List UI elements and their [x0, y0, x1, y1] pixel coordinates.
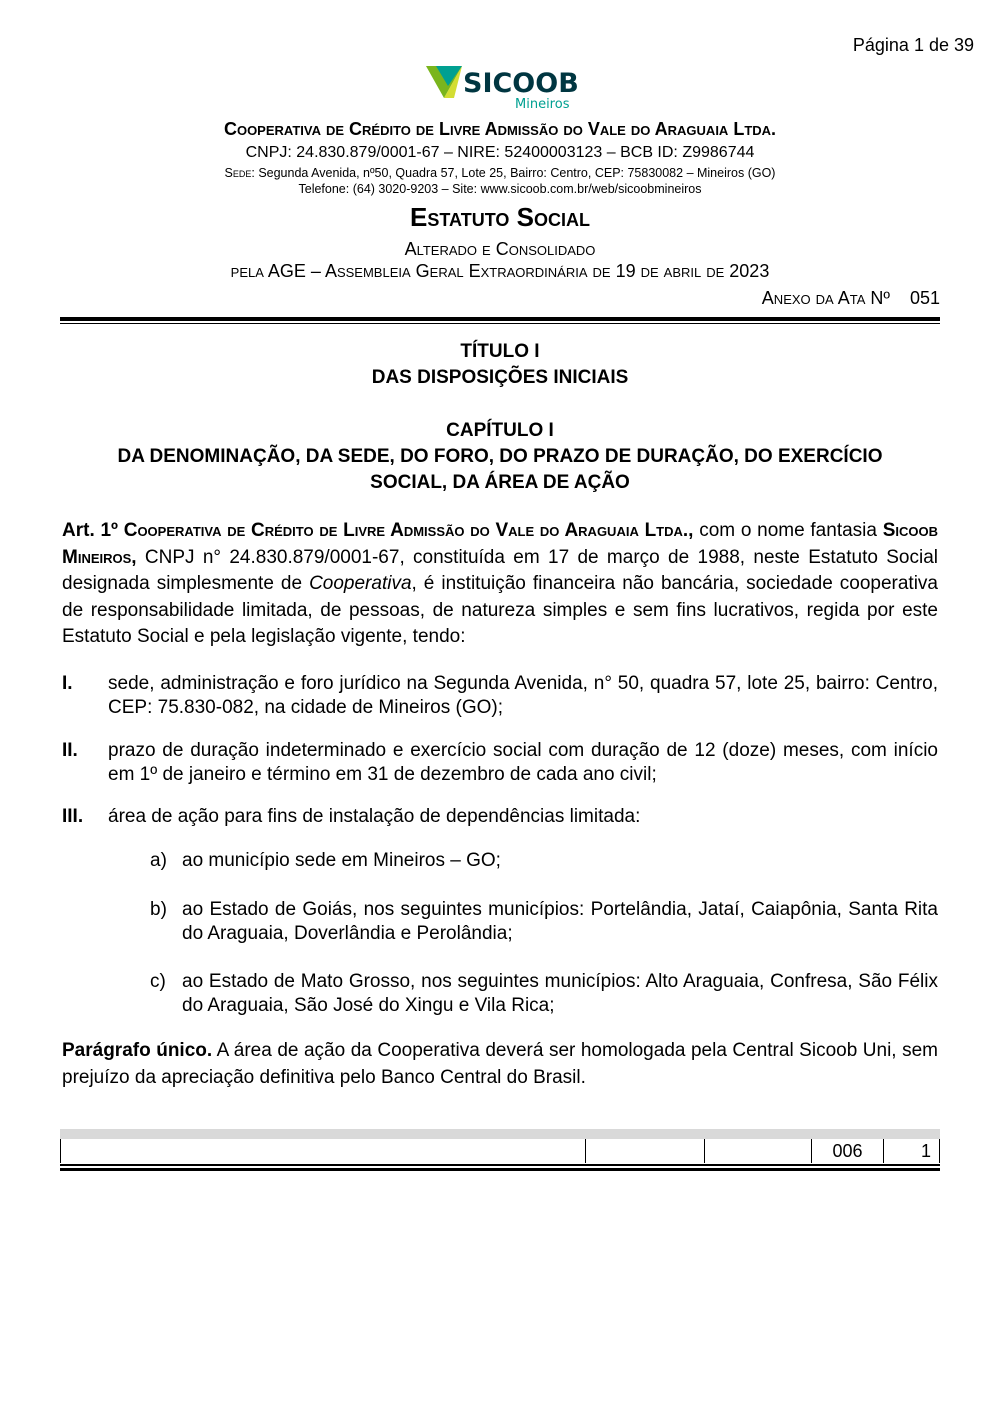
footer-table	[60, 1129, 940, 1171]
item-text: área de ação para fins de instalação de dependências limitada:	[108, 806, 641, 827]
sub-item	[150, 898, 938, 946]
sede-address: Segunda Avenida, nº50, Quadra 57, Lote 25, Bairro: Centro, CEP: 75830082 – Mineiros (GO)	[254, 166, 776, 180]
article-1	[62, 518, 938, 651]
footer-cell	[61, 1139, 586, 1163]
paragraph-text: A área de ação da Cooperativa deverá ser homologada pela Central Sicoob Uni, sem prejuízo da apreciação definitiva pelo Banco Central do Brasil.	[62, 1040, 939, 1088]
sub-item-text: ao Estado de Mato Grosso, nos seguintes municípios: Alto Araguaia, Confresa, São Félix do Araguaia, São José do Xingu e Vila Rica;	[182, 971, 938, 1016]
fantasy-name: Sicoob Mineiros,	[62, 520, 938, 568]
annex-label: Anexo da Ata Nº	[761, 288, 890, 308]
item-label: I.	[62, 673, 73, 694]
title-name: DAS DISPOSIÇÕES INICIAIS	[371, 367, 629, 388]
assembly-info: pela AGE – Assembleia Geral Extraordinária de 19 de abril de 2023	[230, 261, 770, 281]
coop-name-inline: Cooperativa de Crédito de Livre Admissão do Vale do Araguaia Ltda.,	[123, 520, 694, 541]
chapter-number: CAPÍTULO I	[446, 420, 554, 441]
article-text: , é instituição financeira não bancária, sociedade cooperativa de responsabilidade limitada, de pessoas, de natureza simples e sem fins lucrativos, regida por este Estatuto Social e pela legislação vigente, tendo:	[62, 573, 938, 647]
svg-text:SICOOB: SICOOB	[463, 68, 579, 99]
sub-item-label: c)	[150, 971, 166, 992]
chapter-heading	[90, 418, 910, 496]
contact-info: Telefone: (64) 3020-9203 – Site: www.sicoob.com.br/web/sicoobmineiros	[298, 182, 702, 196]
item-text: sede, administração e foro jurídico na Segunda Avenida, n° 50, quadra 57, lote 25, bairro: Centro, CEP: 75.830-082, na cidade de Mineiros (GO);	[108, 673, 938, 718]
title-heading	[0, 339, 1000, 391]
footer-code: 006	[812, 1139, 884, 1163]
sicoob-logo-icon	[426, 64, 586, 114]
sub-item	[150, 849, 938, 873]
paragraph-label: Parágrafo único.	[62, 1040, 213, 1061]
item-label: II.	[62, 740, 78, 761]
item-text: prazo de duração indeterminado e exercício social com duração de 12 (doze) meses, com início em 1º de janeiro e término em 31 de dezembro de cada ano civil;	[108, 740, 938, 785]
article-text: CNPJ n° 24.830.879/0001-67, constituída em 17 de março de 1988, neste Estatuto Social designada simplesmente de	[62, 546, 938, 594]
sole-paragraph	[62, 1038, 938, 1091]
annex-info	[762, 288, 940, 309]
footer-rule	[60, 1164, 940, 1166]
footer-cell	[586, 1139, 705, 1163]
address	[0, 166, 1000, 180]
chapter-name: DA DENOMINAÇÃO, DA SEDE, DO FORO, DO PRAZO DE DURAÇÃO, DO EXERCÍCIO SOCIAL, DA ÁREA DE AÇÃO	[117, 446, 883, 493]
document-subtitle: Alterado e Consolidado	[404, 239, 596, 259]
registration-ids: CNPJ: 24.830.879/0001-67 – NIRE: 52400003123 – BCB ID: Z9986744	[245, 144, 755, 161]
header-divider	[60, 317, 940, 321]
header-divider-thin	[60, 323, 940, 324]
page-indicator: Página 1 de 39	[852, 35, 974, 55]
sub-item-text: ao município sede em Mineiros – GO;	[182, 850, 501, 871]
list-item	[62, 672, 938, 720]
sicoob-logo	[426, 64, 586, 114]
sub-item-label: a)	[150, 850, 167, 871]
list-item	[62, 739, 938, 787]
document-title: Estatuto Social	[410, 202, 590, 232]
sub-item-text: ao Estado de Goiás, nos seguintes municípios: Portelândia, Jataí, Caiapônia, Santa Rita do Araguaia, Doverlândia e Perolândia;	[182, 899, 938, 944]
cooperative-name: Cooperativa de Crédito de Livre Admissão do Vale do Araguaia Ltda.	[223, 119, 777, 139]
svg-text:Mineiros: Mineiros	[515, 97, 570, 112]
annex-number: 051	[909, 288, 940, 308]
article-text: com o nome fantasia	[693, 520, 883, 541]
footer-shading	[60, 1129, 940, 1139]
sede-label: Sede:	[224, 166, 255, 180]
footer-page: 1	[884, 1139, 940, 1163]
sub-item-label: b)	[150, 899, 167, 920]
list-item	[62, 805, 938, 829]
footer-cell	[705, 1139, 812, 1163]
coop-term: Cooperativa	[309, 573, 412, 594]
title-number: TÍTULO I	[460, 341, 540, 362]
item-label: III.	[62, 806, 84, 827]
article-label: Art. 1º	[62, 520, 118, 541]
sub-item	[150, 970, 938, 1018]
footer-rule-thick	[60, 1168, 940, 1171]
